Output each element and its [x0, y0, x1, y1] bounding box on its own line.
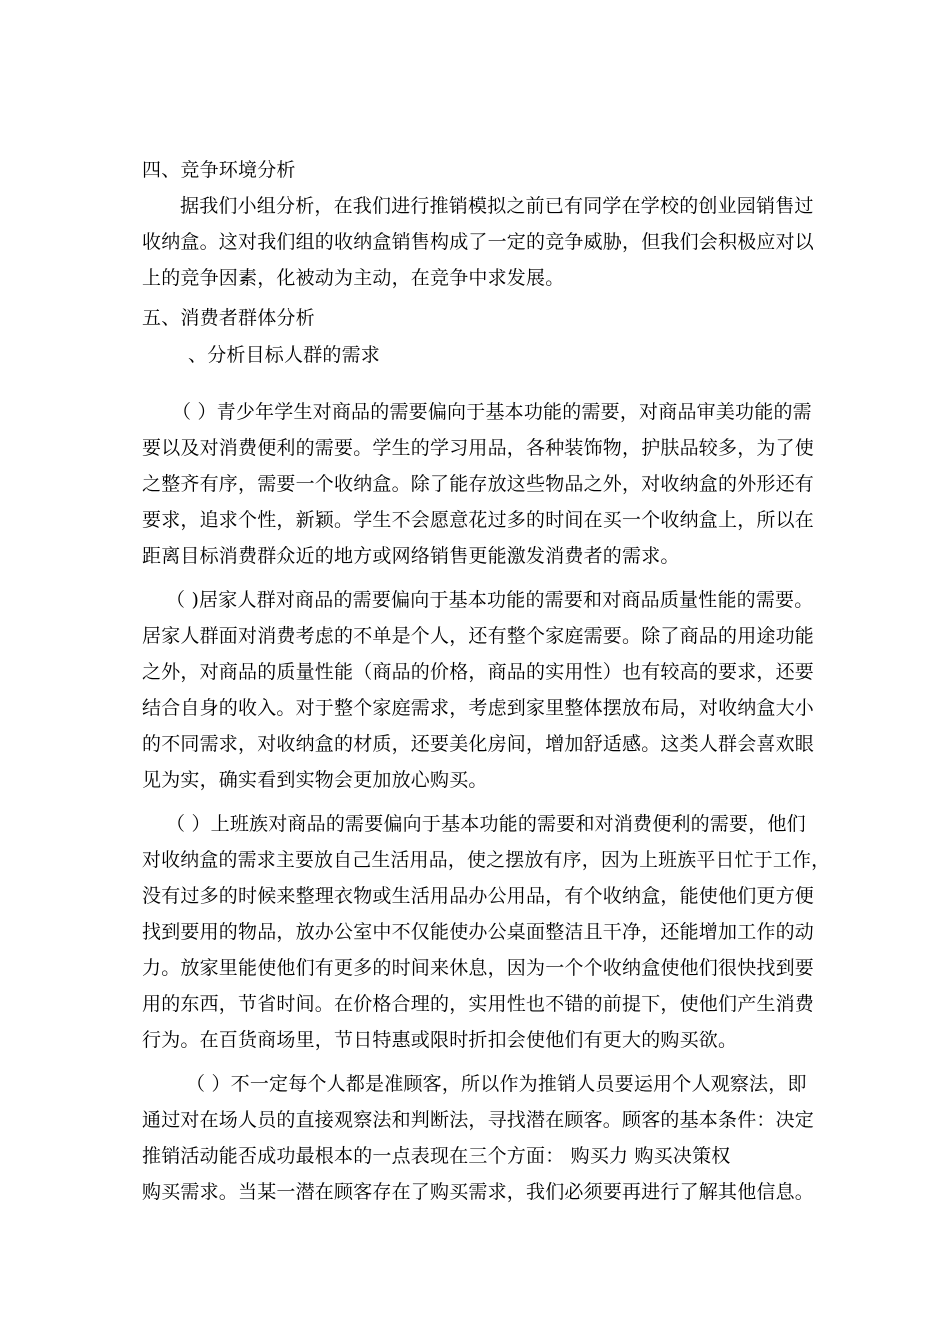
p2-line-6: 见为实，确实看到实物会更加放心购买。: [142, 769, 488, 791]
p4-line-2: 通过对在场人员的直接观察法和判断法，寻找潜在顾客。顾客的基本条件：决定: [142, 1109, 815, 1131]
p1-line-3: 之整齐有序，需要一个收纳盒。除了能存放这些物品之外，对收纳盒的外形还有: [142, 473, 815, 495]
p4-line-3: 推销活动能否成功最根本的一点表现在三个方面： 购买力 购买决策权: [142, 1145, 731, 1167]
p3-line-4: 找到要用的物品，放办公室中不仅能使办公桌面整洁且干净，还能增加工作的动: [142, 921, 815, 943]
p2-line-1: （ )居家人群对商品的需要偏向于基本功能的需要和对商品质量性能的需要。: [166, 589, 814, 611]
section4-line-2: 收纳盒。这对我们组的收纳盒销售构成了一定的竞争威胁，但我们会积极应对以: [142, 231, 815, 253]
p3-line-3: 没有过多的时候来整理衣物或生活用品办公用品，有个收纳盒，能使他们更方便: [142, 885, 815, 907]
p2-line-2: 居家人群面对消费考虑的不单是个人，还有整个家庭需要。除了商品的用途功能: [142, 625, 815, 647]
p1-line-5: 距离目标消费群众近的地方或网络销售更能激发消费者的需求。: [142, 545, 680, 567]
section4-line-1: 据我们小组分析，在我们进行推销模拟之前已有同学在学校的创业园销售过: [180, 195, 814, 217]
p3-line-5: 力。放家里能使他们有更多的时间来休息，因为一个个收纳盒使他们很快找到要: [142, 957, 815, 979]
p3-line-6: 用的东西，节省时间。在价格合理的，实用性也不错的前提下，使他们产生消费: [142, 993, 815, 1015]
p2-line-3: 之外，对商品的质量性能（商品的价格，商品的实用性）也有较高的要求，还要: [142, 661, 815, 683]
p2-line-4: 结合自身的收入。对于整个家庭需求，考虑到家里整体摆放布局，对收纳盒大小: [142, 697, 815, 719]
p1-line-2: 要以及对消费便利的需要。学生的学习用品，各种装饰物，护肤品较多，为了使: [142, 437, 815, 459]
p3-line-7: 行为。在百货商场里，节日特惠或限时折扣会使他们有更大的购买欲。: [142, 1029, 738, 1051]
section4-heading: 四、竞争环境分析: [142, 159, 296, 181]
section5-heading: 五、消费者群体分析: [142, 307, 315, 329]
p4-line-4: 购买需求。当某一潜在顾客存在了购买需求，我们必须要再进行了解其他信息。: [142, 1181, 815, 1203]
p4-line-1: （ ）不一定每个人都是准顾客，所以作为推销人员要运用个人观察法，即: [186, 1073, 807, 1095]
p2-line-5: 的不同需求，对收纳盒的材质，还要美化房间，增加舒适感。这类人群会喜欢眼: [142, 733, 815, 755]
section5-subheading: 、分析目标人群的需求: [188, 344, 381, 366]
p1-line-1: （ ）青少年学生对商品的需要偏向于基本功能的需要，对商品审美功能的需: [172, 401, 812, 423]
p1-line-4: 要求，追求个性，新颖。学生不会愿意花过多的时间在买一个收纳盒上，所以在: [142, 509, 815, 531]
section4-line-3: 上的竞争因素，化被动为主动，在竞争中求发展。: [142, 267, 565, 289]
p3-line-1: （ ）上班族对商品的需要偏向于基本功能的需要和对消费便利的需要，他们: [166, 813, 806, 835]
p3-line-2: 对收纳盒的需求主要放自己生活用品，使之摆放有序，因为上班族平日忙于工作，: [142, 849, 831, 871]
